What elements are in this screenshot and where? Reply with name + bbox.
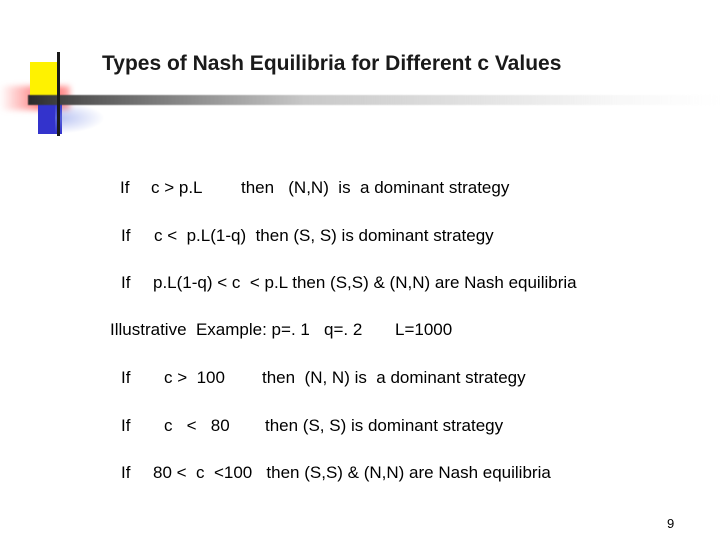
condition-2-if: If bbox=[121, 226, 131, 245]
example-2-text: c < 80 bbox=[164, 416, 230, 435]
condition-1-text: c > p.L bbox=[151, 178, 203, 197]
condition-1-result: then (N,N) is a dominant strategy bbox=[241, 178, 510, 197]
example-2-if: If bbox=[121, 416, 131, 435]
slide-title: Types of Nash Equilibria for Different c Values bbox=[102, 52, 562, 75]
example-1-if: If bbox=[121, 368, 131, 387]
condition-1-if: If bbox=[120, 178, 130, 197]
vertical-bar-decoration bbox=[57, 52, 60, 136]
example-3-text: 80 < c <100 then (S,S) & (N,N) are Nash equilibria bbox=[153, 463, 551, 482]
condition-3-if: If bbox=[121, 273, 131, 292]
title-underline-decoration bbox=[28, 95, 720, 105]
example-2-result: then (S, S) is dominant strategy bbox=[265, 416, 504, 435]
blue-glow-decoration bbox=[55, 102, 105, 134]
example-3-if: If bbox=[121, 463, 131, 482]
example-l-value: L=1000 bbox=[395, 320, 453, 339]
condition-2-text: c < p.L(1-q) then (S, S) is dominant strategy bbox=[154, 226, 494, 245]
page-number: 9 bbox=[667, 516, 675, 531]
example-heading: Illustrative Example: p=. 1 q=. 2 bbox=[110, 320, 363, 339]
yellow-square-decoration bbox=[30, 62, 58, 98]
condition-3-text: p.L(1-q) < c < p.L then (S,S) & (N,N) are Nash equilibria bbox=[153, 273, 577, 292]
example-1-result: then (N, N) is a dominant strategy bbox=[262, 368, 526, 387]
example-1-text: c > 100 bbox=[164, 368, 225, 387]
